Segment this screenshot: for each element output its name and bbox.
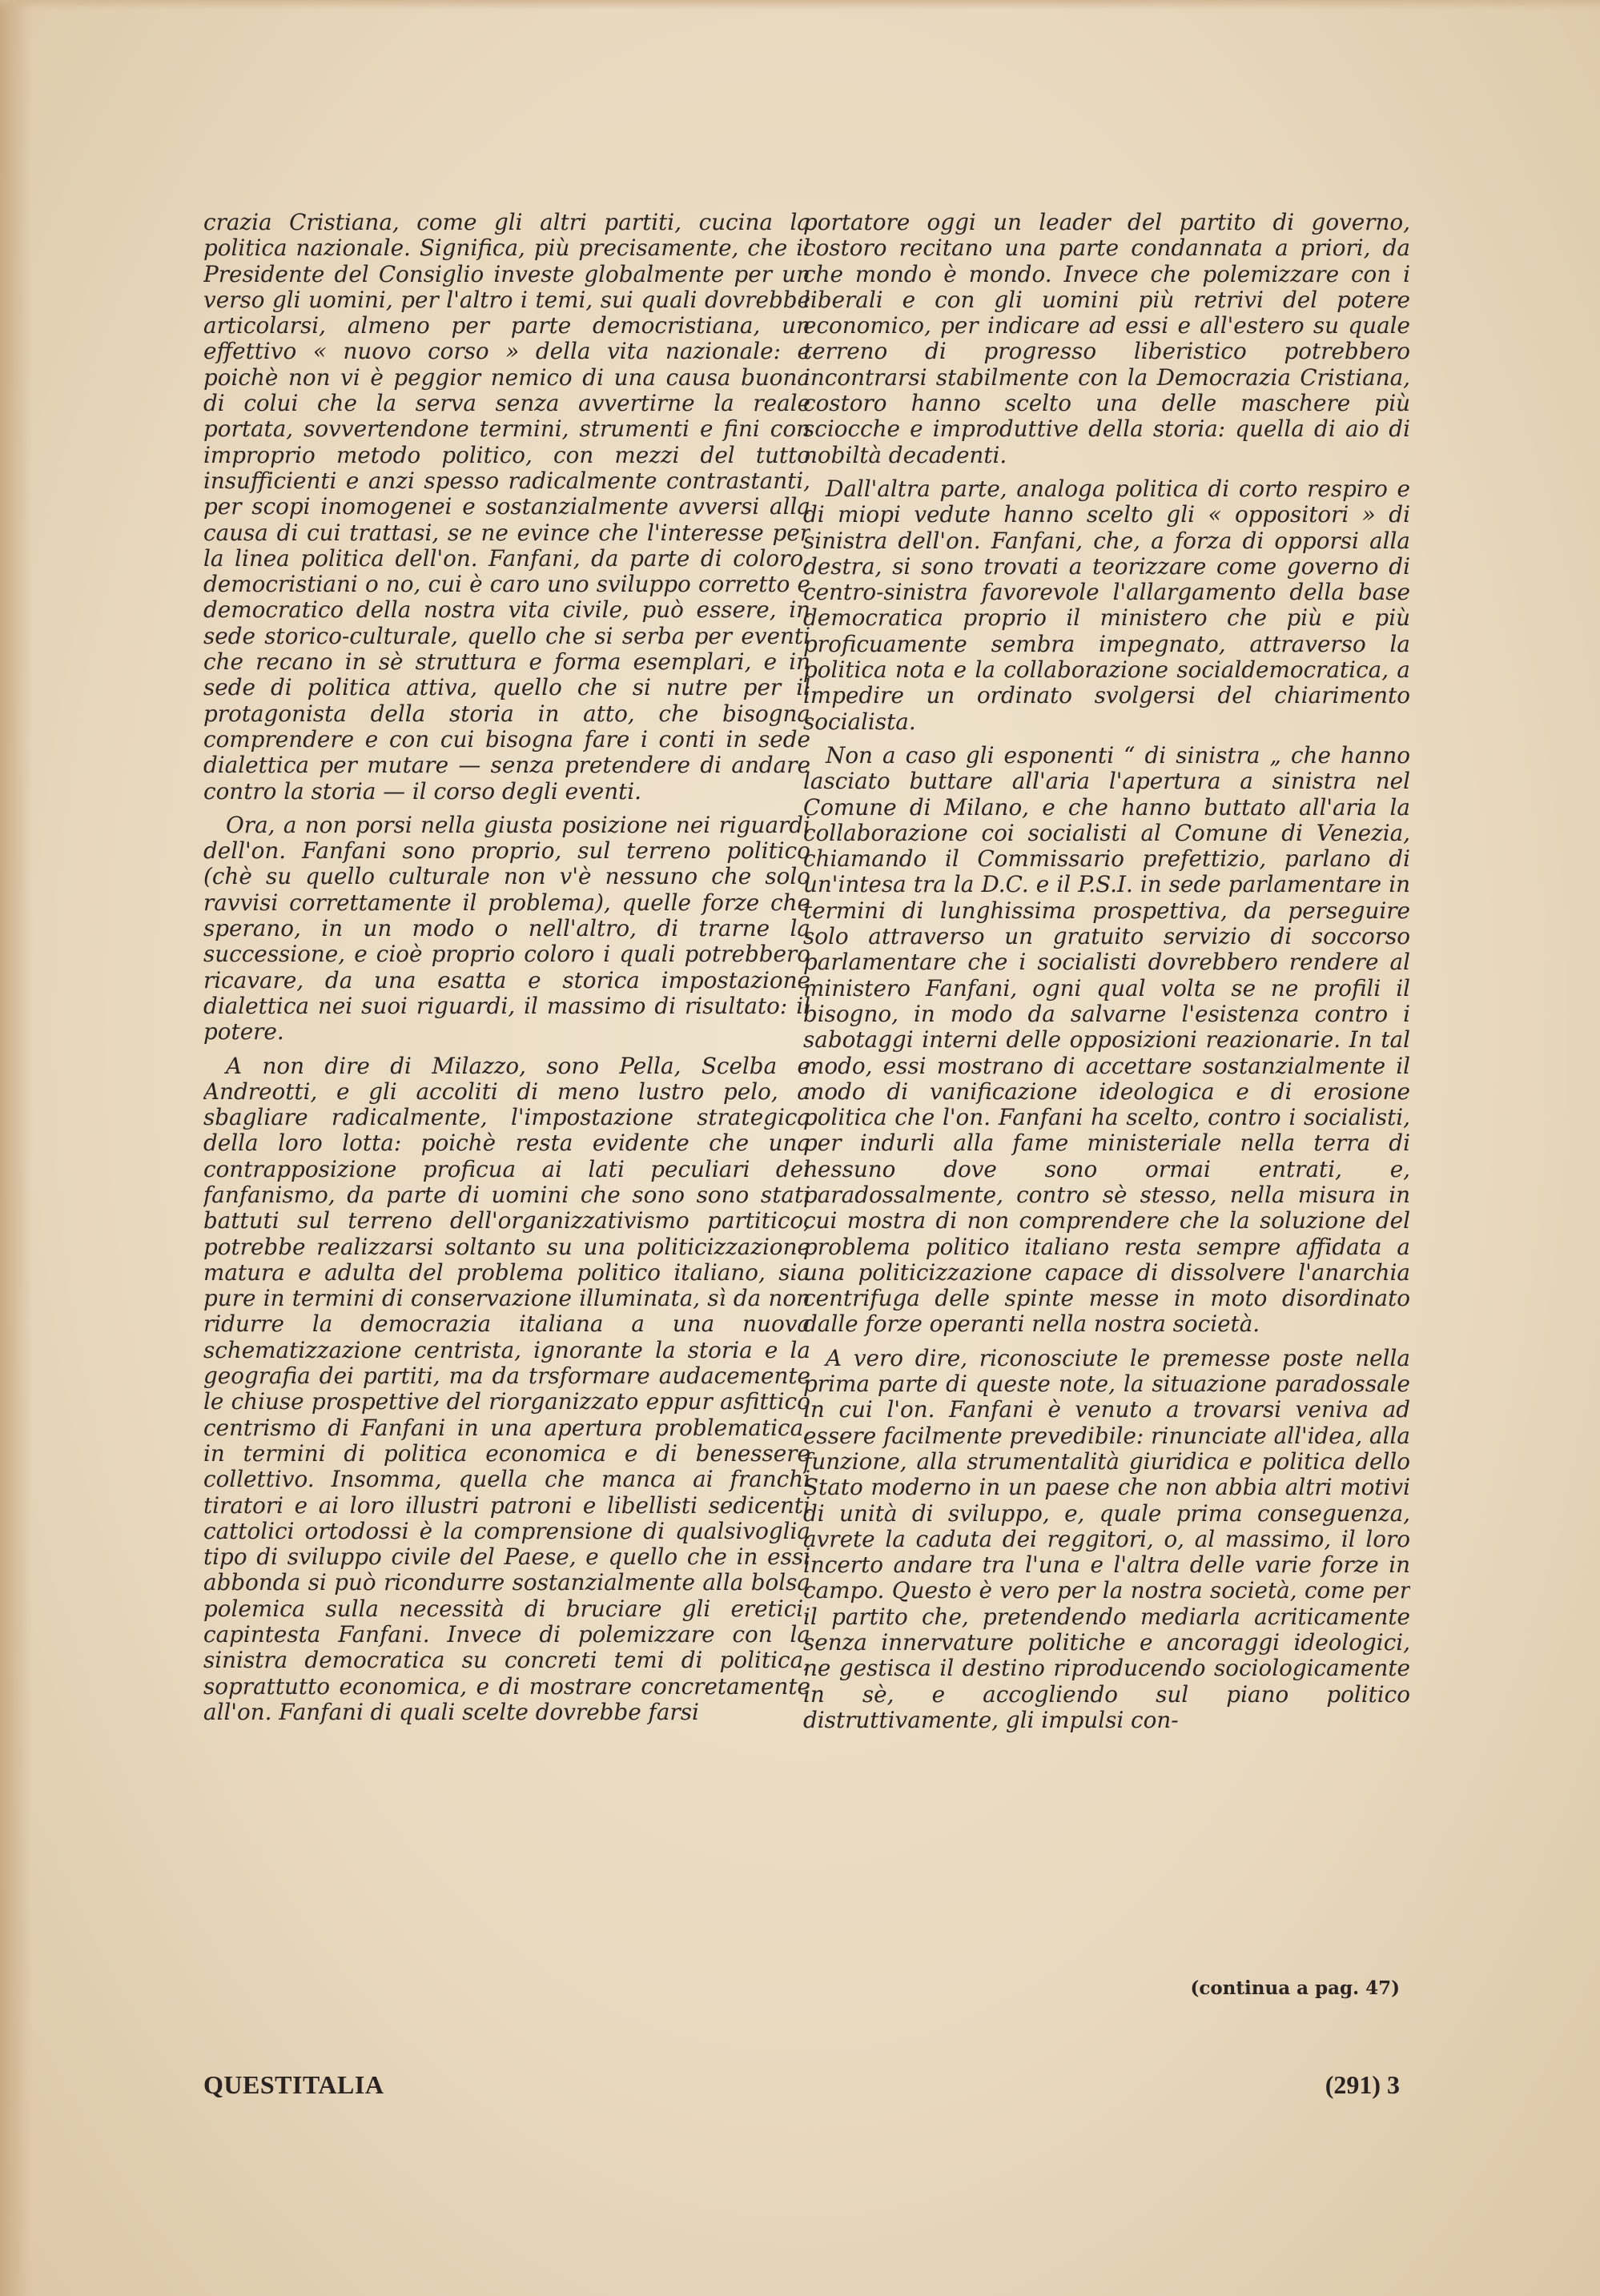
paragraph: Dall'altra parte, analoga politica di corto respiro e di miopi vedute hanno scelto gli « oppositori » di sinistra dell'on. Fanfani, che, a forza di opporsi alla destra, si sono trovati a teorizzare come governo di centro-sinistra favorevole l'allargamento della base democratica proprio il ministero che più e più proficuamente sembra impegnato, attraverso la politica nota e la collaborazione socialdemocratica, a impedire un ordinato svolgersi del chiarimento socialista. xyxy=(803,475,1410,735)
paragraph: Ora, a non porsi nella giusta posizione nei riguardi dell'on. Fanfani sono proprio, sul terreno politico (chè su quello culturale non v'è nessuno che solo ravvisi correttamente il problema), quelle forze che sperano, in un modo o nell'altro, di trarne la successione, e cioè proprio coloro i quali potrebbero ricavare, da una esatta e storica impostazione dialettica nei suoi riguardi, il massimo di risultato: il potere. xyxy=(203,811,810,1046)
article-right-column xyxy=(803,210,1410,2023)
paragraph: Non a caso gli esponenti “ di sinistra „ che hanno lasciato buttare all'aria l'apertura a sinistra nel Comune di Milano, e che hanno buttato all'aria la collaborazione coi socialisti al Comune di Venezia, chiamando il Commissario prefettizio, parlano di un'intesa tra la D.C. e il P.S.I. in sede parlamentare in termini di lunghissima prospettiva, da perseguire solo attraverso un gratuito servizio di soccorso parlamentare che i socialisti dovrebbero rendere al ministero Fanfani, ogni qual volta se ne profili il bisogno, in modo da salvarne l'esistenza contro i sabotaggi interni delle opposizioni reazionarie. In tal modo, essi mostrano di accettare sostanzialmente il modo di vanificazione ideologica e di erosione politica che l'on. Fanfani ha scelto, contro i socialisti, per indurli alla fame ministeriale nella terra di nessuno dove sono ormai entrati, e, paradossalmente, contro sè stesso, nella misura in cui mostra di non comprendere che la soluzione del problema politico italiano resta sempre affidata a una politicizzazione capace di dissolvere l'anarchia centrifuga delle spinte messe in moto disordinato dalle forze operanti nella nostra società. xyxy=(803,741,1410,1338)
page-edge-shadow xyxy=(0,0,32,2296)
paragraph: portatore oggi un leader del partito di governo, costoro recitano una parte condannata a priori, da che mondo è mondo. Invece che polemizzare con i liberali e con gli uomini più retrivi del potere economico, per indicare ad essi e all'estero su quale terreno di progresso liberistico potrebbero incontrarsi stabilmente con la Democrazia Cristiana, costoro hanno scelto una delle maschere più sciocche e improduttive della storia: quella di aio di nobiltà decadenti. xyxy=(803,210,1410,468)
publication-name: QUESTITALIA xyxy=(203,2070,384,2099)
paragraph: A vero dire, riconosciute le premesse poste nella prima parte di queste note, la situazione paradossale in cui l'on. Fanfani è venuto a trovarsi veniva ad essere facilmente prevedibile: rinunciate all'idea, alla funzione, alla strumentalità giuridica e politica dello Stato moderno in un paese che non abbia altri motivi di unità di sviluppo, e, quale prima conseguenza, avrete la caduta dei reggitori, o, al massimo, il loro incerto andare tra l'una e l'altra delle varie forze in campo. Questo è vero per la nostra società, come per il partito che, pretendendo mediarla acriticamente senza innervature politiche e ancoraggi ideologici, ne gestisca il destino riproducendo sociologicamente in sè, e accogliendo sul piano politico distruttivamente, gli impulsi con- xyxy=(803,1344,1410,1733)
continuation-note: (continua a pag. 47) xyxy=(1190,1977,1400,1999)
paragraph: crazia Cristiana, come gli altri partiti, cucina la politica nazionale. Significa, più precisamente, che il Presidente del Consiglio investe globalmente per un verso gli uomini, per l'altro i temi, sui quali dovrebbe articolarsi, almeno per parte democristiana, un effettivo « nuovo corso » della vita nazionale: e poichè non vi è peggior nemico di una causa buona di colui che la serva senza avvertirne la reale portata, sovvertendone termini, strumenti e fini con improprio metodo politico, con mezzi del tutto insufficienti e anzi spesso radicalmente contrastanti, per scopi inomogenei e sostanzialmente avversi alla causa di cui trattasi, se ne evince che l'interesse per la linea politica dell'on. Fanfani, da parte di coloro, democristiani o no, cui è caro uno sviluppo corretto e democratico della nostra vita civile, può essere, in sede storico-culturale, quello che si serba per eventi che recano in sè struttura e forma esemplari, e in sede di politica attiva, quello che si nutre per il protagonista della storia in atto, che bisogna comprendere e con cui bisogna fare i conti in sede dialettica per mutare — senza pretendere di andare contro la storia — il corso degli eventi. xyxy=(203,210,810,805)
page-top-shadow xyxy=(0,0,1600,10)
paragraph: A non dire di Milazzo, sono Pella, Scelba e Andreotti, e gli accoliti di meno lustro pelo, a sbagliare radicalmente, l'impostazione strategica della loro lotta: poichè resta evidente che una contrapposizione proficua ai lati peculiari del fanfanismo, da parte di uomini che sono sono stati battuti sul terreno dell'organizzativismo partitico, potrebbe realizzarsi soltanto su una politicizzazione matura e adulta del problema politico italiano, sia pure in termini di conservazione illuminata, sì da non ridurre la democrazia italiana a una nuova schematizzazione centrista, ignorante la storia e la geografia dei partiti, ma da trsformare audacemente le chiuse prospettive del riorganizzato eppur asfittico centrismo di Fanfani in una apertura problematica, in termini di politica economica e di benessere collettivo. Insomma, quella che manca ai franchi tiratori e ai loro illustri patroni e libellisti sedicenti cattolici ortodossi è la comprensione di qualsivoglia tipo di sviluppo civile del Paese, e quello che in essi abbonda si può ricondurre sostanzialmente alla bolsa polemica sulla necessità di bruciare gli eretici. capintesta Fanfani. Invece di polemizzare con la sinistra democratica su concreti temi di politica, soprattutto economica, e di mostrare concretamente all'on. Fanfani di quali scelte dovrebbe farsi xyxy=(203,1052,810,1725)
page-number: (291) 3 xyxy=(1325,2070,1400,2099)
article-left-column xyxy=(203,210,810,2023)
